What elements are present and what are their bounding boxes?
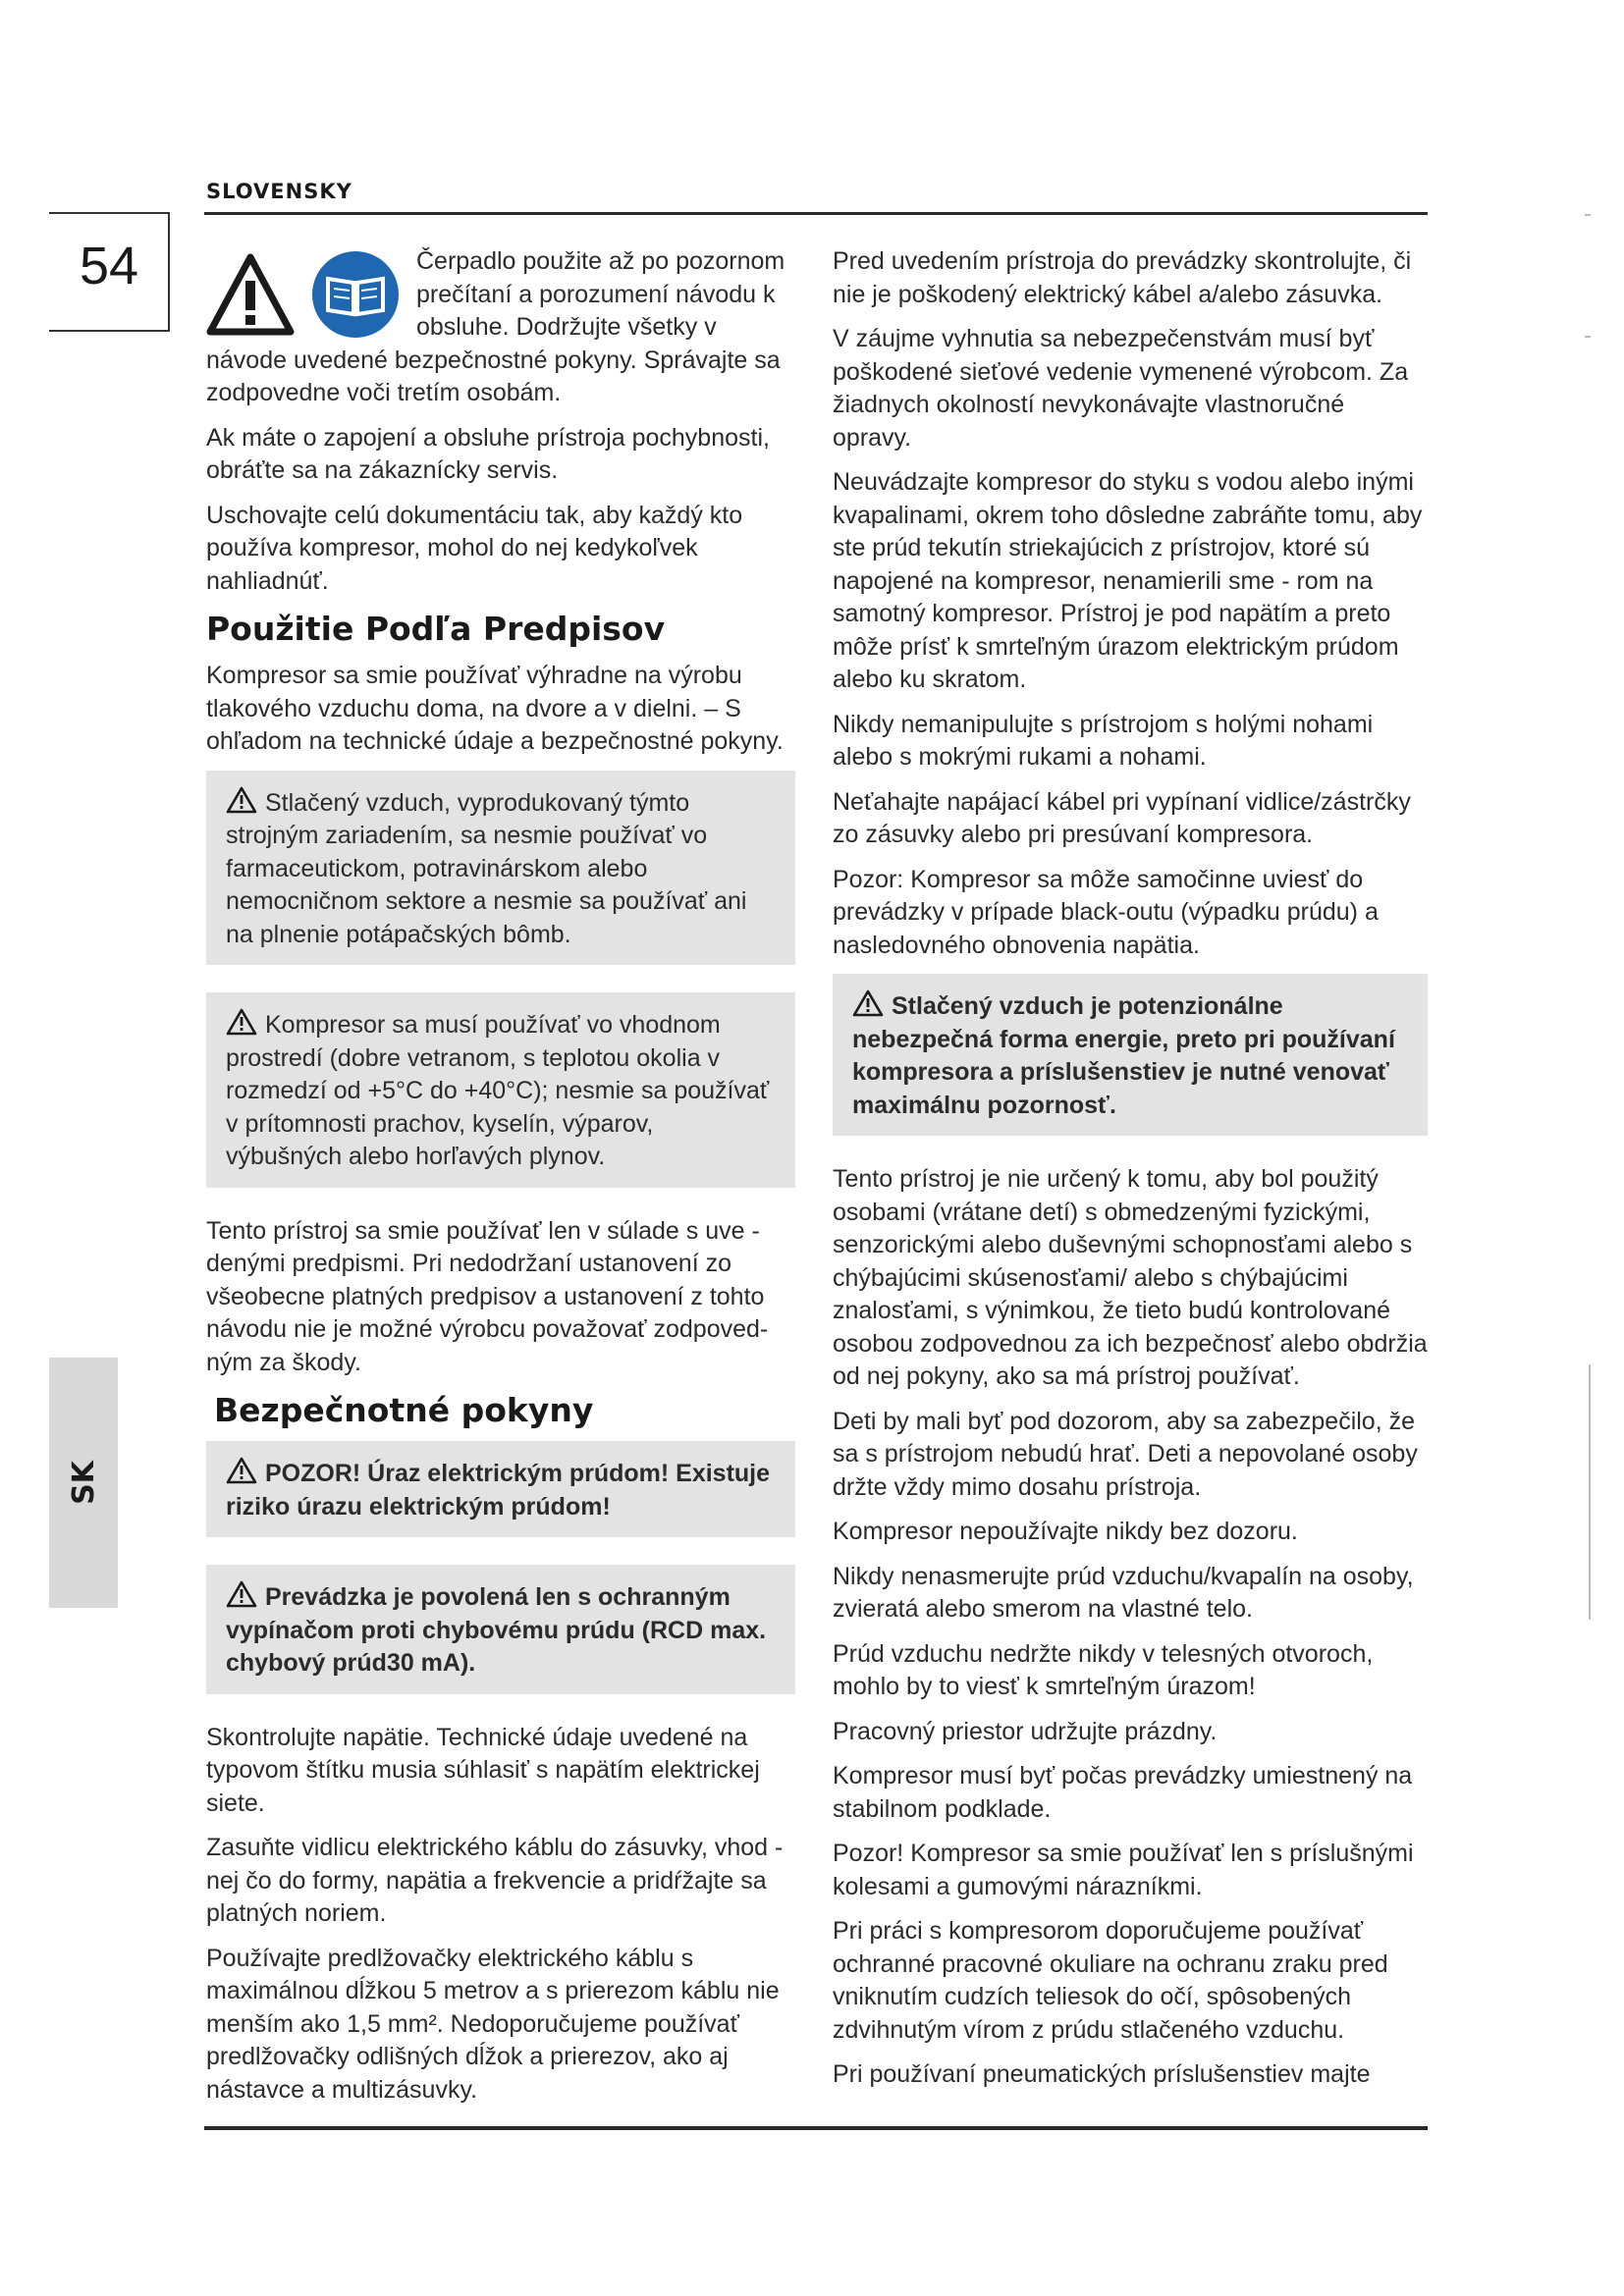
children-paragraph: Deti by mali byť pod dozorom, aby sa zabezpečilo, že sa s prístrojom nebudú hrať. Deti a nepovolané osoby držte vždy mimo dosahu prístroja. xyxy=(833,1407,1418,1501)
read-manual-icon xyxy=(310,249,401,340)
plug-paragraph: Zasuňte vidlicu elektrického káblu do zásuvky, vhod - nej čo do formy, napätia a frekvencie a pridŕžajte sa platných noriem. xyxy=(206,1834,784,1927)
top-rule xyxy=(204,212,1428,215)
workspace-paragraph: Pracovný priestor udržujte prázdny. xyxy=(833,1717,1218,1745)
energy-warning-text: Stlačený vzduch je potenzionálne nebezpečná forma energie, preto pri používaní kompresora a príslušenstiev je nutné venovať maximálnu pozornosť. xyxy=(852,992,1395,1119)
voltage-paragraph: Skontrolujte napätie. Technické údaje uvedené na typovom štítku musia súhlasiť s napätím elektrickej siete. xyxy=(206,1723,760,1817)
usage-paragraph: Kompresor sa smie používať výhradne na výrobu tlakového vzduchu doma, na dvore a v dielni. – S ohľadom na technické údaje a bezpečnostné pokyny. xyxy=(206,662,784,755)
safety-heading: Bezpečnotné pokyny xyxy=(214,1391,594,1429)
goggles-paragraph: Pri práci s kompresorom doporučujeme používať ochranné pracovné okuliare na ochranu zraku pred vniknutím cudzích teliesok do očí, spôsobených zdvihnutým vírom z prúdu stlačeného vzduchu. xyxy=(833,1917,1388,2044)
rules-paragraph: Tento prístroj sa smie používať len v súlade s uve - denými predpismi. Pri nedodržaní ustanovení zo všeobecne platných predpisov a ustanovení z tohto návodu nie je možné výrobcu považovať zodpoved- ným za škody. xyxy=(206,1216,769,1376)
unattended-paragraph: Kompresor nepoužívajte nikdy bez dozoru. xyxy=(833,1518,1298,1545)
warning-triangle-icon xyxy=(226,1008,257,1036)
electric-shock-warning-box xyxy=(206,1441,795,1537)
warning-triangle-icon xyxy=(226,786,257,814)
intro-text: Čerpadlo použite až po pozornom prečítaní a porozumení návodu k obsluhe. Dodržujte všetky v návode uvedené bezpečnostné pokyny. Správajte sa zodpovedne voči tretím osobám. xyxy=(206,247,785,406)
stable-surface-paragraph: Kompresor musí byť počas prevádzky umiestnený na stabilnom podklade. xyxy=(833,1762,1413,1823)
warning-triangle-icon xyxy=(226,1457,257,1484)
warning-triangle-icon xyxy=(226,1580,257,1608)
electric-shock-warning-text: POZOR! Úraz elektrickým prúdom! Existuje riziko úrazu elektrickým prúdom! xyxy=(226,1460,771,1521)
body-orifices-paragraph: Prúd vzduchu nedržte nikdy v telesných otvoroch, mohlo by to viesť k smrteľným úrazom! xyxy=(833,1639,1374,1700)
persons-paragraph: Tento prístroj je nie určený k tomu, aby bol použitý osobami (vrátane detí) s obmedzenými fyzickými, senzorickými alebo duševnými schopnosťami alebo s chýbajúcimi skúsenosťami/ alebo s chýbajúcimi znalosťami, s výnimkou, že tieto budú kontrolované osobou zodpovednou za ich bezpečnosť alebo obdržia od nej pokyny, ako sa má prístroj používať. xyxy=(833,1165,1428,1390)
left-column xyxy=(206,245,795,2118)
documentation-paragraph: Uschovajte celú dokumentáciu tak, aby každý kto používa kompresor, mohol do nej kedykoľvek nahliadnúť. xyxy=(206,501,743,595)
wheels-paragraph: Pozor! Kompresor sa smie používať len s príslušnými kolesami a gumovými nárazníkmi. xyxy=(833,1840,1414,1900)
pull-cable-paragraph: Neťahajte napájací kábel pri vypínaní vidlice/zástrčky zo zásuvky alebo pri presúvaní kompresora. xyxy=(833,787,1411,848)
warning-triangle-icon xyxy=(206,253,295,336)
rcd-warning-box xyxy=(206,1565,795,1694)
direct-air-paragraph: Nikdy nenasmerujte prúd vzduchu/kvapalín na osoby, zvieratá alebo smerom na vlastné telo. xyxy=(833,1562,1414,1623)
edge-mark xyxy=(1585,214,1591,216)
compressed-air-warning-box xyxy=(206,771,795,966)
check-cable-paragraph: Pred uvedením prístroja do prevádzky skontrolujte, či nie je poškodený elektrický kábel a/alebo zásuvka. xyxy=(833,247,1412,308)
right-column xyxy=(833,245,1428,2104)
intro-block xyxy=(206,245,795,410)
language-side-tab-label: SK xyxy=(66,1461,101,1505)
extension-cord-paragraph: Používajte predlžovačky elektrického káblu s maximálnou dĺžkou 5 metrov a s prierezom káblu nie menším ako 1,5 mm². Nedoporučujeme používať predlžovačky odlišných dĺžok a prierezov, ako aj nástavce a multizásuvky. xyxy=(206,1944,780,2104)
page-number: 54 xyxy=(79,237,139,295)
warning-triangle-icon xyxy=(852,989,884,1017)
barefoot-paragraph: Nikdy nemanipulujte s prístrojom s holými nohami alebo s mokrými rukami a nohami. xyxy=(833,710,1374,771)
environment-warning-box xyxy=(206,992,795,1188)
intro-icons xyxy=(206,245,410,344)
water-paragraph: Neuvádzajte kompresor do styku s vodou alebo inými kvapalinami, okrem toho dôsledne zabráňte tomu, aby ste prúd tekutín striekajúcich z prístrojov, ktoré sú napojené na kompresor, nenamierili sme - rom na samotný kompresor. Prístroj je pod napätím a preto môže prísť k smrteľným úrazom elektrickým prúdom alebo ku skratom. xyxy=(833,468,1423,693)
energy-warning-box xyxy=(833,974,1428,1136)
blackout-paragraph: Pozor: Kompresor sa môže samočinne uviesť do prevádzky v prípade black-outu (výpadku prúdu) a nasledovného obnovenia napätia. xyxy=(833,865,1379,959)
replace-cable-paragraph: V záujme vyhnutia sa nebezpečenstvám musí byť poškodené sieťové vedenie vymenené výrobcom. Za žiadnych okolností nevykonávajte vlastnoručné opravy. xyxy=(833,325,1409,452)
compressed-air-warning-text: Stlačený vzduch, vyprodukovaný týmto strojným zariadením, sa nesmie používať vo farmaceutickom, potravinárskom alebo nemocničnom sektore a nesmie sa používať ani na plnenie potápačských bômb. xyxy=(226,788,747,948)
language-header: SLOVENSKY xyxy=(206,180,352,203)
edge-mark xyxy=(1585,336,1591,338)
service-paragraph: Ak máte o zapojení a obsluhe prístroja pochybnosti, obráťte sa na zákaznícky servis. xyxy=(206,423,770,484)
pneumatic-paragraph: Pri používaní pneumatických príslušenstiev majte xyxy=(833,2060,1371,2088)
rcd-warning-text: Prevádzka je povolená len s ochranným vypínačom proti chybovému prúdu (RCD max. chybový prúd30 mA). xyxy=(226,1583,767,1677)
edge-mark xyxy=(1589,1364,1591,1620)
environment-warning-text: Kompresor sa musí používať vo vhodnom prostredí (dobre vetranom, s teplotou okolia v rozmedzí od +5°C do +40°C); nesmie sa používať v prítomnosti prachov, kyselín, výparov, výbušných alebo horľavých plynov. xyxy=(226,1011,770,1170)
usage-heading: Použitie Podľa Predpisov xyxy=(206,610,666,648)
bottom-rule xyxy=(204,2126,1428,2130)
